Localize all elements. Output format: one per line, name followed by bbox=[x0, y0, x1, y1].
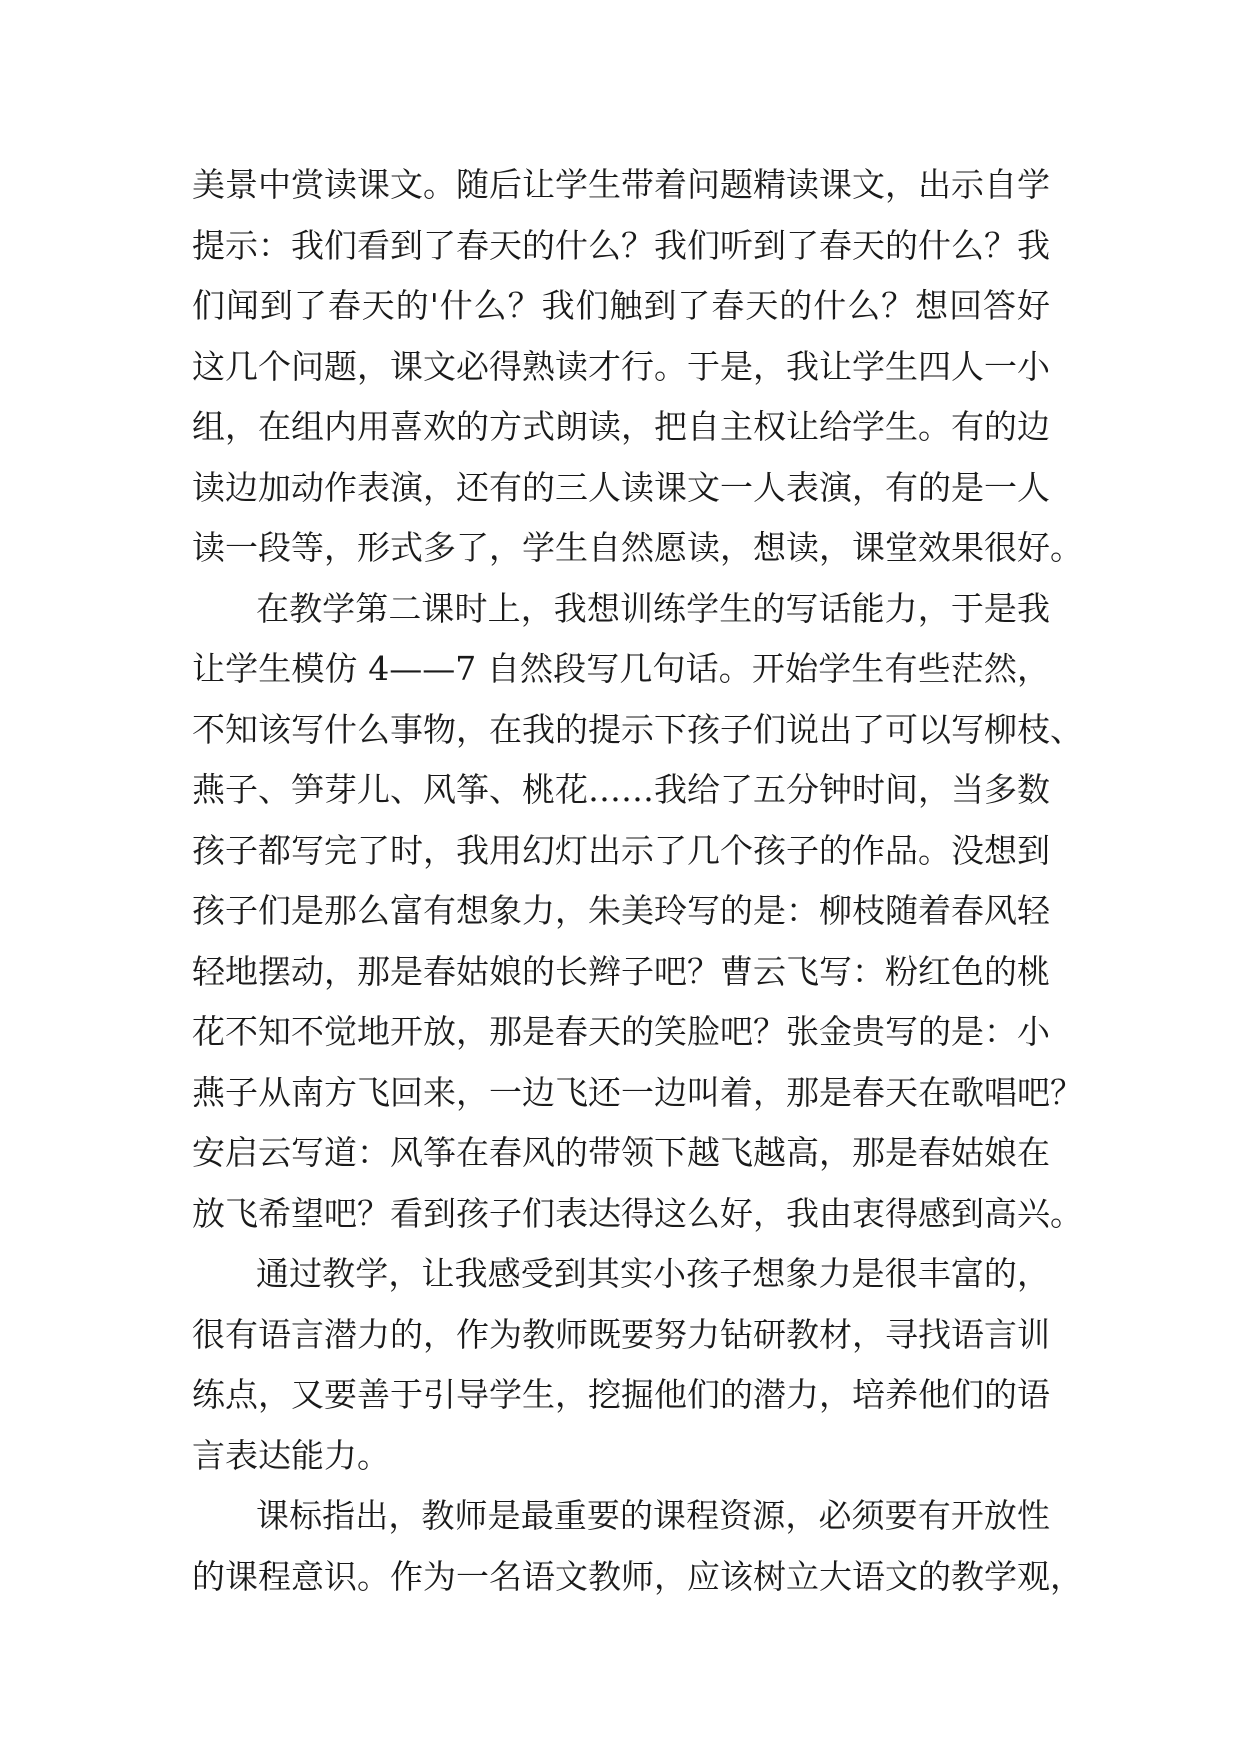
text-line: 练点，又要善于引导学生，挖掘他们的潜力，培养他们的语 bbox=[192, 1375, 1050, 1414]
text-line: 在教学第二课时上，我想训练学生的写话能力，于是我 bbox=[256, 588, 1050, 628]
document-body bbox=[192, 155, 1083, 1607]
text-line: 燕子、笋芽儿、风筝、桃花……我给了五分钟时间，当多数 bbox=[192, 770, 1050, 809]
text-line: 花不知不觉地开放，那是春天的笑脸吧？张金贵写的是：小 bbox=[192, 1012, 1050, 1051]
text-line: 们闻到了春天的'什么？我们触到了春天的什么？想回答好 bbox=[192, 286, 1050, 325]
text-line: 通过教学，让我感受到其实小孩子想象力是很丰富的， bbox=[256, 1254, 1050, 1293]
text-line: 的课程意识。作为一名语文教师，应该树立大语文的教学观， bbox=[192, 1556, 1083, 1596]
text-line: 组，在组内用喜欢的方式朗读，把自主权让给学生。有的边 bbox=[192, 407, 1050, 446]
text-line: 读一段等，形式多了，学生自然愿读，想读，课堂效果很好。 bbox=[192, 528, 1083, 567]
text-line: 读边加动作表演，还有的三人读课文一人表演，有的是一人 bbox=[192, 467, 1050, 507]
text-line: 放飞希望吧？看到孩子们表达得这么好，我由衷得感到高兴。 bbox=[192, 1193, 1083, 1233]
text-line: 提示：我们看到了春天的什么？我们听到了春天的什么？我 bbox=[192, 225, 1050, 265]
text-line: 孩子都写完了时，我用幻灯出示了几个孩子的作品。没想到 bbox=[192, 830, 1050, 870]
text-line: 课标指出，教师是最重要的课程资源，必须要有开放性 bbox=[256, 1496, 1050, 1535]
text-line: 轻地摆动，那是春姑娘的长辫子吧？曹云飞写：粉红色的桃 bbox=[192, 951, 1050, 991]
text-line: 很有语言潜力的，作为教师既要努力钻研教材，寻找语言训 bbox=[192, 1314, 1050, 1354]
text-line: 安启云写道：风筝在春风的带领下越飞越高，那是春姑娘在 bbox=[192, 1133, 1050, 1172]
text-line: 让学生模仿 4——7 自然段写几句话。开始学生有些茫然， bbox=[192, 649, 1050, 688]
text-line: 燕子从南方飞回来，一边飞还一边叫着，那是春天在歌唱吧？ bbox=[192, 1072, 1083, 1112]
text-line: 不知该写什么事物，在我的提示下孩子们说出了可以写柳枝、 bbox=[192, 709, 1083, 749]
text-line: 美景中赏读课文。随后让学生带着问题精读课文，出示自学 bbox=[192, 165, 1050, 204]
text-line: 言表达能力。 bbox=[192, 1435, 390, 1475]
text-line: 孩子们是那么富有想象力，朱美玲写的是：柳枝随着春风轻 bbox=[192, 891, 1050, 930]
text-line: 这几个问题，课文必得熟读才行。于是，我让学生四人一小 bbox=[192, 346, 1050, 386]
